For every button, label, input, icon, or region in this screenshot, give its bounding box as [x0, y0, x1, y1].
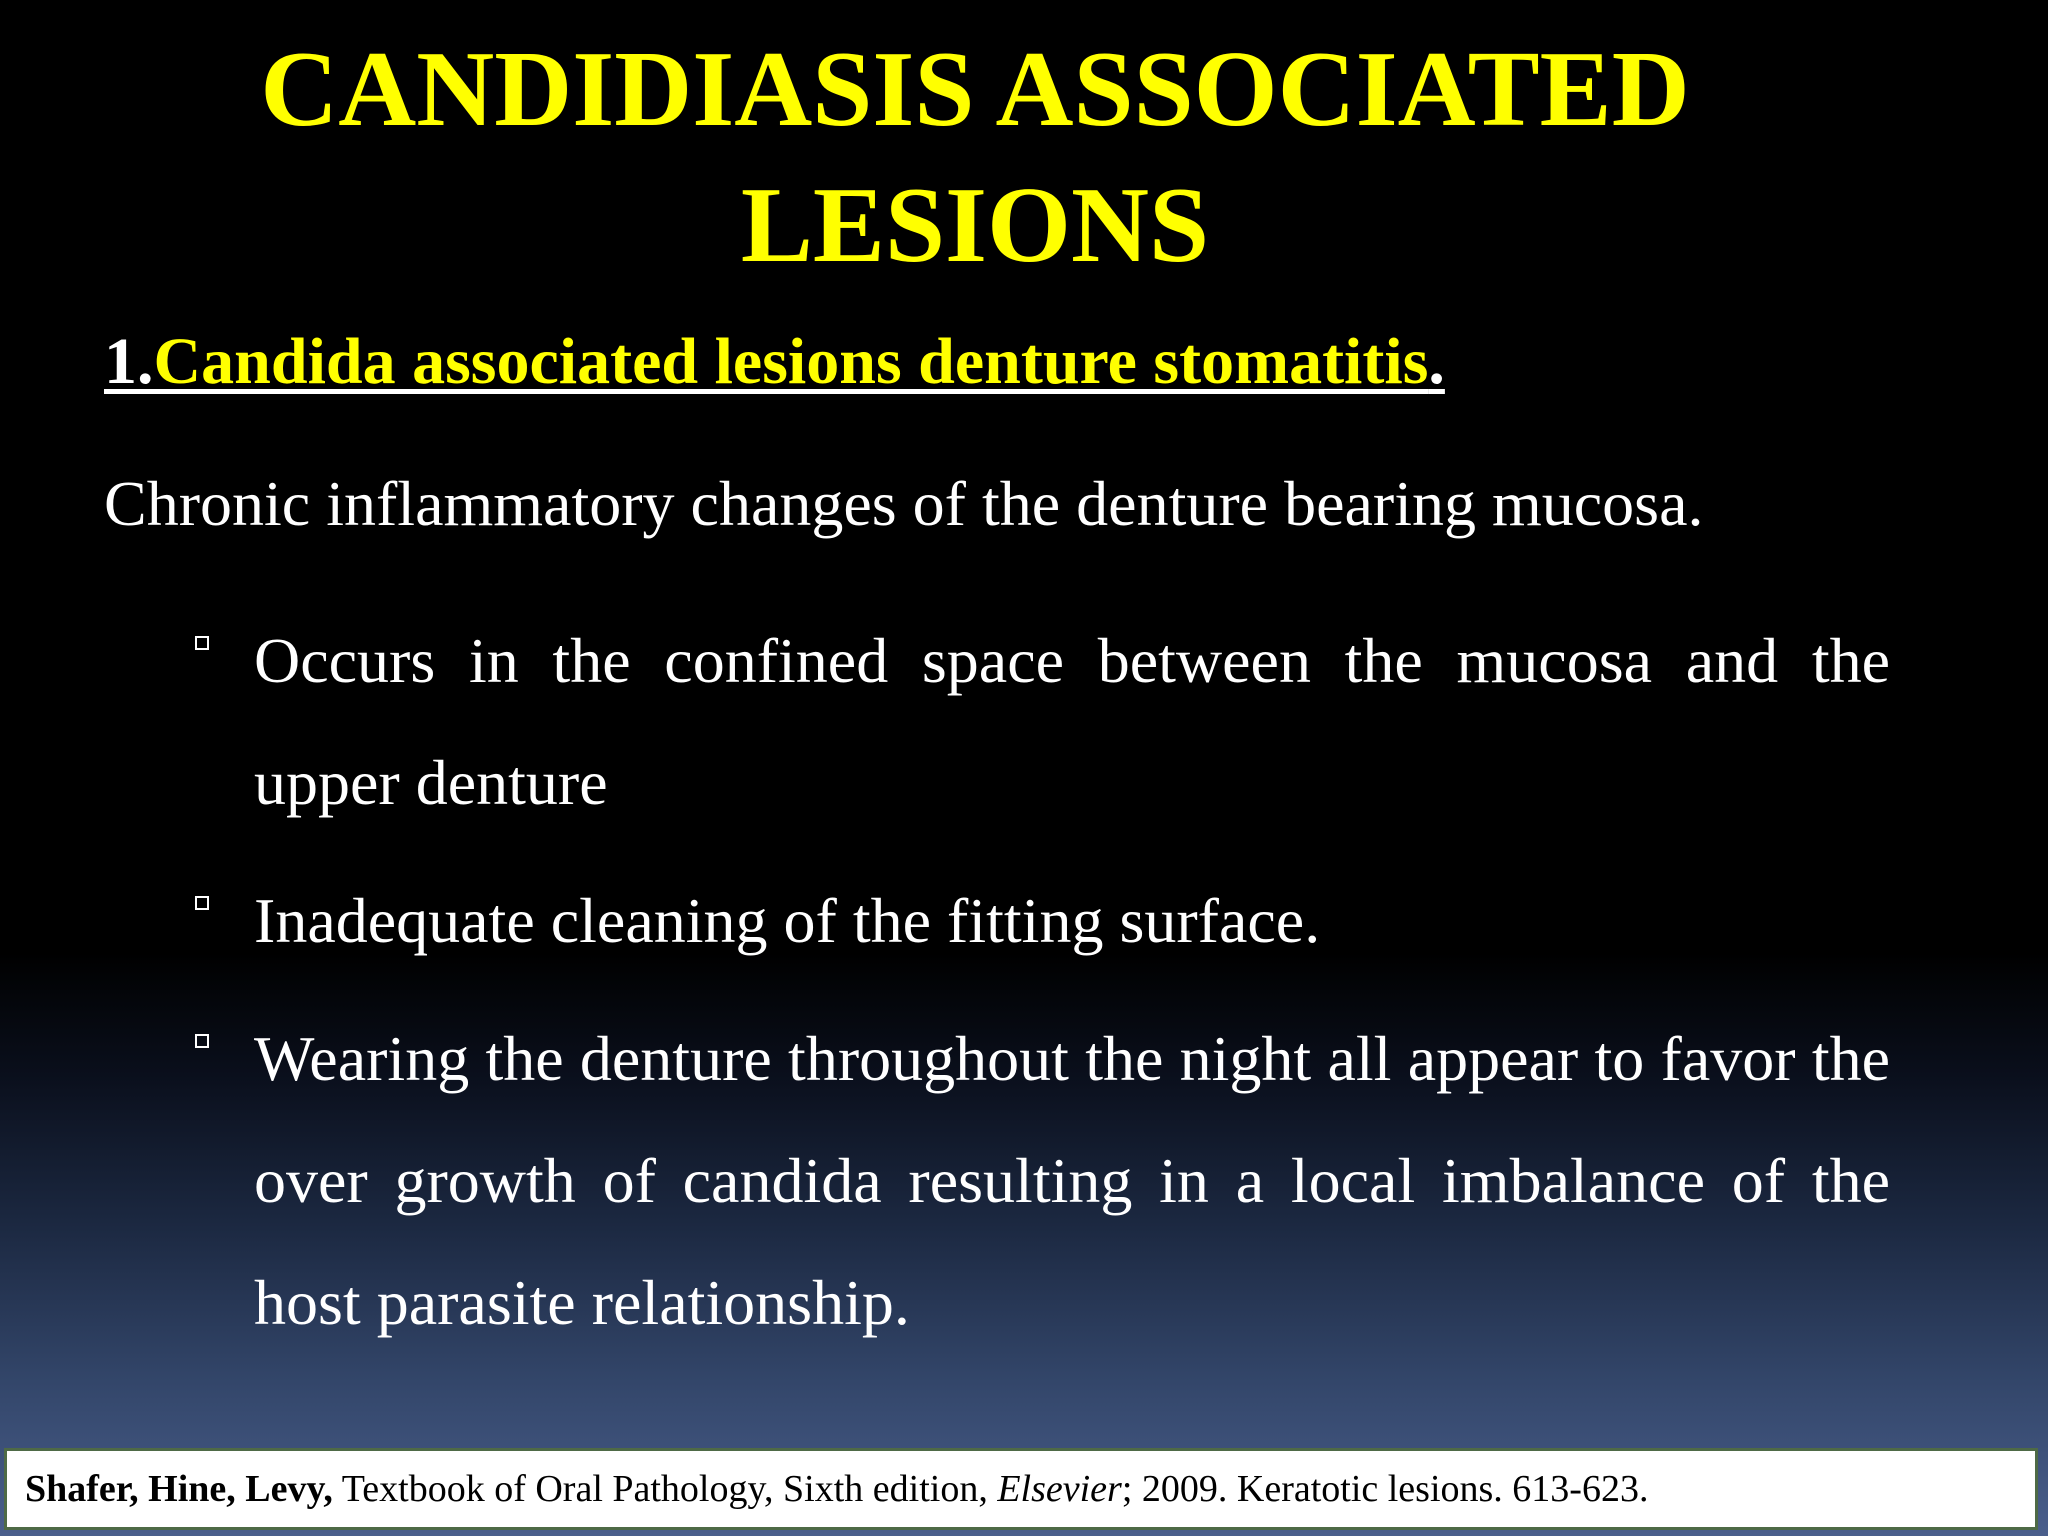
square-bullet-icon [195, 896, 209, 910]
bullet-text: Inadequate cleaning of the fitting surface. [254, 885, 1321, 956]
intro-text: Chronic inflammatory changes of the denture bearing mucosa. [104, 468, 1704, 539]
slide-title-line-2: LESIONS [740, 166, 1210, 285]
citation-box [4, 1448, 2038, 1530]
section-heading [104, 322, 1445, 402]
bullet-list [190, 600, 1890, 1380]
bullet-item [190, 998, 1890, 1364]
citation-authors: Shafer, Hine, Levy, [25, 1468, 333, 1510]
bullet-item [190, 600, 1890, 844]
bullet-item [190, 860, 1890, 982]
section-heading-period: . [1428, 325, 1445, 398]
slide-title-line-1: CANDIDIASIS ASSOCIATED [260, 30, 1690, 149]
bullet-text: Occurs in the confined space between the mucosa and the upper denture [254, 625, 1890, 818]
bullet-text: Wearing the denture throughout the night all appear to favor the over growth of candida resulting in a local imbalance of the host parasite relationship. [254, 1023, 1890, 1338]
citation-publisher: Elsevier [997, 1468, 1122, 1510]
square-bullet-icon [195, 636, 209, 650]
section-heading-text: Candida associated lesions denture stomatitis [153, 325, 1429, 398]
citation-title: Textbook of Oral Pathology, Sixth edition, [332, 1468, 998, 1510]
slide-title [0, 22, 1950, 294]
square-bullet-icon [195, 1034, 209, 1048]
section-number: 1. [104, 325, 154, 398]
citation-details: ; 2009. Keratotic lesions. 613-623. [1121, 1468, 1649, 1510]
